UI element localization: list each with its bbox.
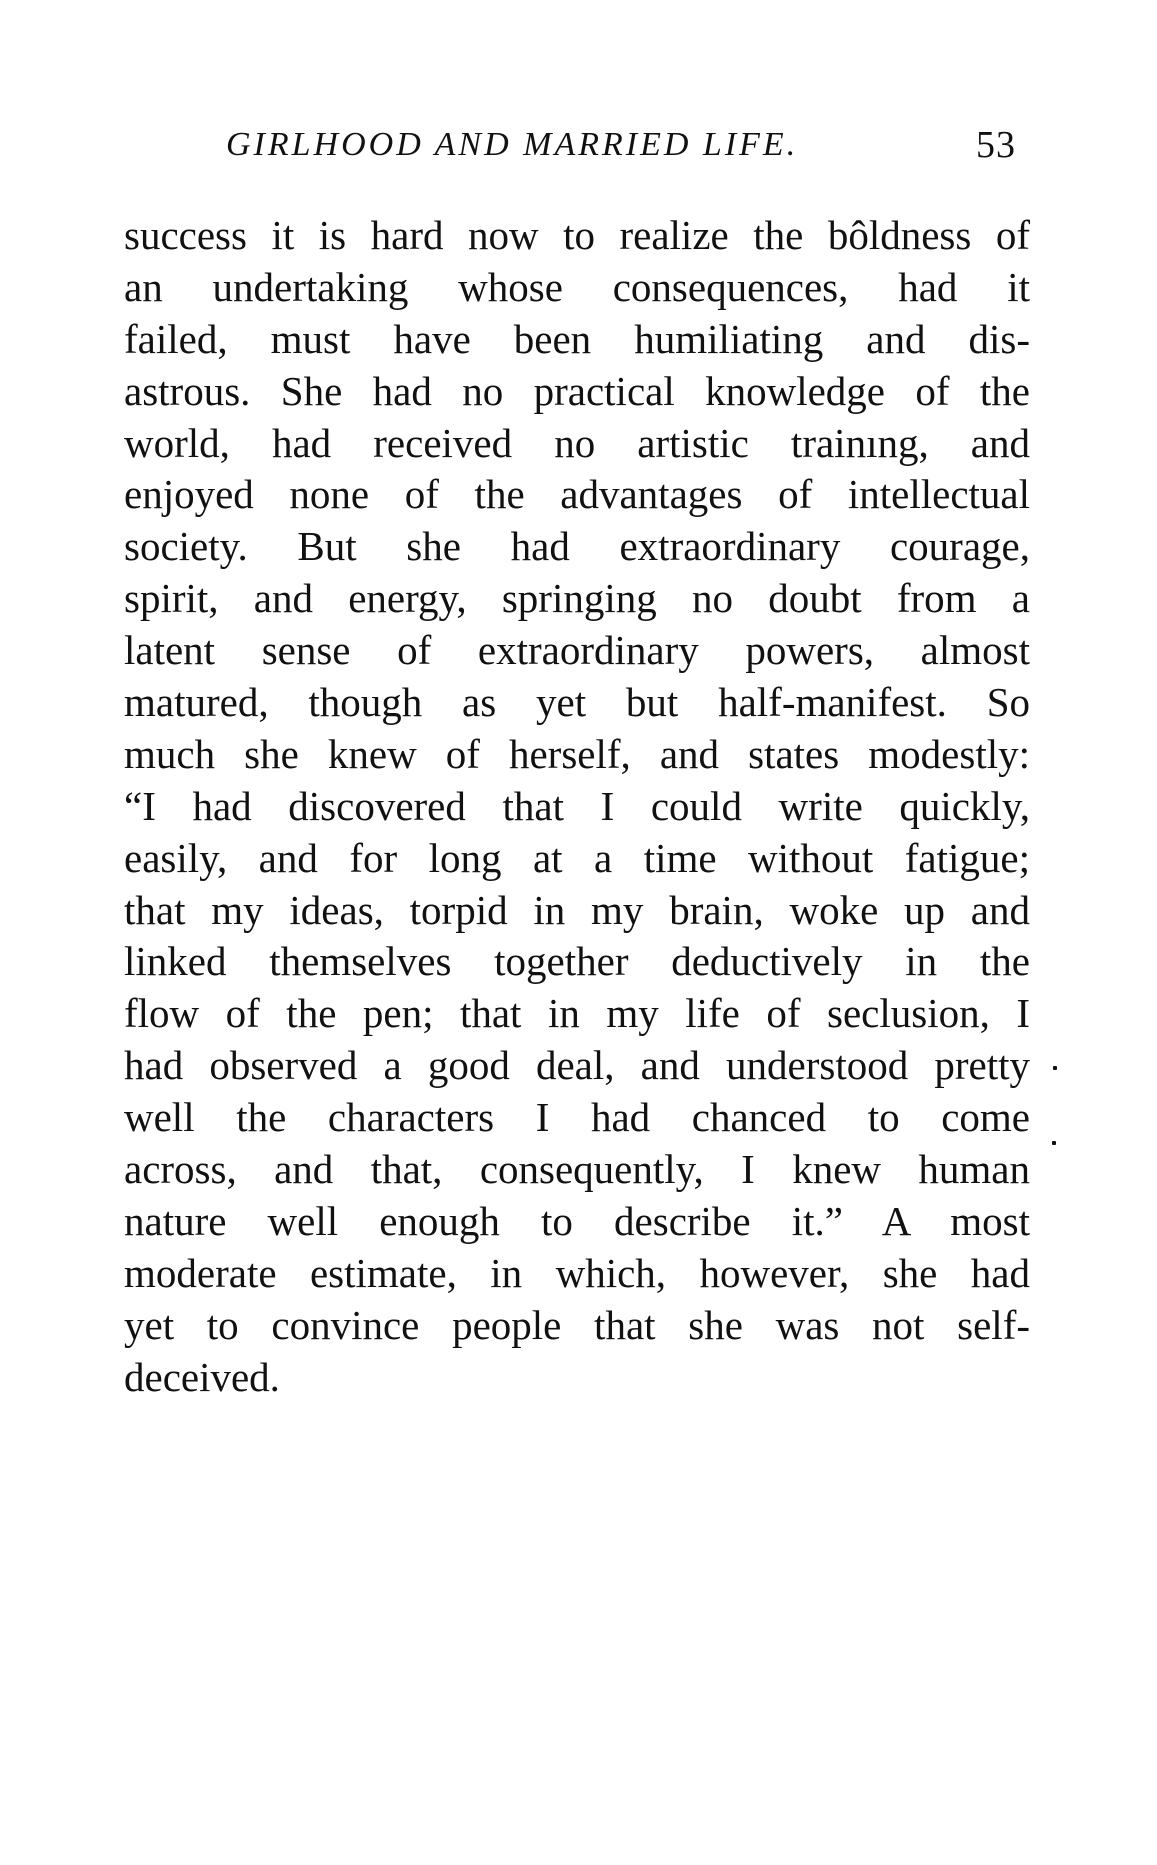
text-line: failed, must have been humiliating and dis- xyxy=(124,315,1030,362)
text-line: linked themselves together deductively in the xyxy=(124,938,1030,985)
text-line: moderate estimate, in which, however, she had xyxy=(124,1249,1030,1296)
text-line: nature well enough to describe it.” A most xyxy=(124,1197,1030,1244)
text-line: matured, though as yet but half-manifest. So xyxy=(124,679,1030,726)
text-line: latent sense of extraordinary powers, almost xyxy=(124,627,1030,674)
margin-speck xyxy=(1053,1066,1057,1070)
text-line: success it is hard now to realize the bôldness of xyxy=(124,212,1030,258)
page-number: 53 xyxy=(976,124,1016,166)
text-line: yet to convince people that she was not self- xyxy=(124,1301,1030,1348)
margin-speck xyxy=(1052,1141,1056,1145)
text-line: enjoyed none of the advantages of intellectual xyxy=(124,471,1030,518)
text-line: easily, and for long at a time without fatigue; xyxy=(124,834,1030,881)
text-line: had observed a good deal, and understood pretty xyxy=(124,1042,1030,1089)
text-line: well the characters I had chanced to come xyxy=(124,1094,1030,1141)
text-line: society. But she had extraordinary courage, xyxy=(124,523,1030,570)
running-head: GIRLHOOD AND MARRIED LIFE. xyxy=(226,126,799,163)
text-line: “I had discovered that I could write quickly, xyxy=(124,782,1030,829)
text-line: that my ideas, torpid in my brain, woke up and xyxy=(124,886,1030,933)
text-line: an undertaking whose consequences, had it xyxy=(124,263,1030,310)
text-line: flow of the pen; that in my life of seclusion, I xyxy=(124,990,1030,1037)
text-line: across, and that, consequently, I knew human xyxy=(124,1146,1030,1193)
text-line: spirit, and energy, springing no doubt from a xyxy=(124,575,1030,622)
text-line: astrous. She had no practical knowledge of the xyxy=(124,367,1030,414)
text-line: deceived. xyxy=(124,1353,280,1400)
text-line: world, had received no artistic trainıng, and xyxy=(124,419,1030,466)
text-line: much she knew of herself, and states modestly: xyxy=(124,730,1030,777)
body-paragraph xyxy=(124,210,1030,1403)
